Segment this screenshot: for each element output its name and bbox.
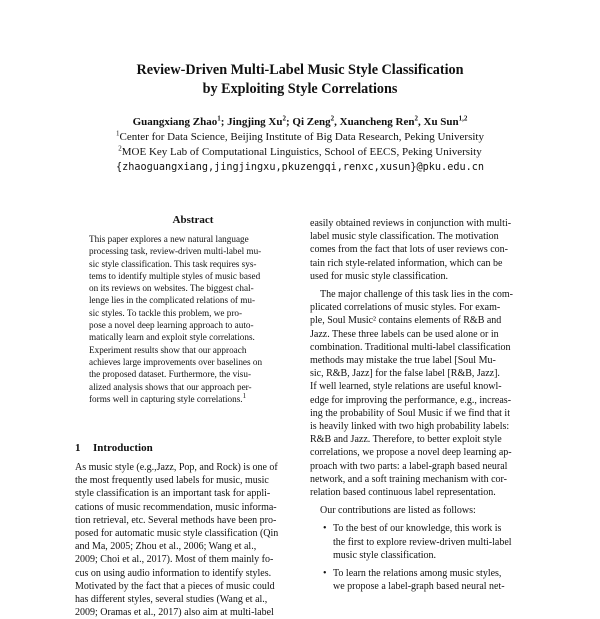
section-title: Introduction [93,442,153,454]
paragraph [310,217,535,283]
author-email: {zhaoguangxiang,jingjingxu,pkuzengqi,renxc,xusun}@pku.edu.cn [115,162,484,173]
body-line: Motivated by the fact that a pieces of music could [75,580,275,592]
author-name: Jingjing Xu [227,116,283,128]
abstract-line [89,393,291,405]
bullet-icon: • [323,523,327,535]
body-line: ple, Soul Music² contains elements of R&B and [310,315,502,327]
author-name: Xu Sun [423,116,459,128]
abstract-line: alized analysis shows that our approach per- [89,381,252,392]
body-line: cations of music recommendation, music informa- [75,501,277,513]
body-line: 2009; Choi et al., 2017). Most of them mainly fo- [75,554,274,566]
left-column-body [75,461,301,619]
affiliation-1 [60,130,540,145]
paragraph [310,288,535,499]
abstract-line: This paper explores a new natural language [89,234,249,244]
paper-title [60,61,540,99]
body-line: posed for automatic music style classification (Qin [75,528,279,540]
author-name: Qi Zeng [292,116,331,128]
body-line: easily obtained reviews in conjunction with multi- [310,218,512,229]
body-line: Our contributions are listed as follows: [320,505,476,517]
body-line: music style classification. [333,549,437,561]
body-line: the first to explore review-driven multi-label [333,536,512,548]
body-line: we propose a label-graph based neural net- [333,581,505,593]
body-line: plicated correlations of music styles. For exam- [310,302,501,314]
abstract-line: lenge lies in the complicated relations of mu- [89,295,256,306]
body-line: style classification is an important task for appli- [75,488,271,500]
body-line: has different styles, several studies (Wang et al., [75,594,268,606]
affiliation-text: MOE Key Lab of Computational Linguistics, School of EECS, Peking University [121,146,482,158]
body-line: is heavily linked with two high probability labels: [310,421,510,433]
body-line: The major challenge of this task lies in the com- [320,289,513,301]
affiliation-mark: 1 [116,129,120,138]
body-line: R&B and Jazz. Therefore, to better exploit style [310,434,502,446]
abstract-line: Experiment results show that our approach [89,344,247,355]
author-name: Guangxiang Zhao [132,116,218,128]
right-column-body [310,217,535,593]
bullet-icon: • [323,568,327,580]
affiliation-text: Center for Data Science, Beijing Institute of Big Data Research, Peking University [119,131,484,143]
body-line: the most frequently used labels for music, music [75,475,269,487]
author-affiliation-mark: 2 [330,114,335,123]
author-affiliation-mark: 2 [414,114,418,123]
body-line: cus on using audio information to identify styles. [75,567,272,579]
body-line: ing the probability of Soul Music if we find that it [310,407,510,419]
title-line-1: Review-Driven Multi-Label Music Style Classification [136,62,464,78]
body-line: methods may mistake the true label [Soul Mu- [310,355,496,367]
body-line: comes from the fact that lots of user reviews con- [310,244,508,256]
footnote-mark: 1 [242,391,247,400]
body-line: tion retrieval, etc. Several methods have been pro- [75,514,277,526]
section-number: 1 [75,442,81,454]
body-line: Jazz. These three labels can be used alone or in [310,328,499,340]
body-line: used for music style classification. [310,270,449,282]
abstract-line: achieves large improvements over baselines on [89,356,263,367]
abstract-line: sic style classification. This task requires sys- [89,258,257,269]
author-affiliation-mark: 1 [217,114,221,123]
body-line: proach with two parts: a label-graph based neural [310,460,508,472]
abstract-line: pose a novel deep learning approach to auto- [89,320,254,331]
author-affiliation-mark: 1,2 [458,114,468,123]
section-heading-introduction [75,442,153,454]
author-list [60,115,540,130]
body-line: edge for improving the performance, e.g., increas- [310,394,512,406]
body-line: correlations, we propose a novel deep learning ap- [310,447,512,459]
abstract-line: matically learn and exploit style correlations. [89,332,255,343]
body-line: To learn the relations among music styles, [333,568,502,580]
body-line: If well learned, style relations are useful knowl- [310,381,502,393]
body-line: combination. Traditional multi-label classification [310,341,511,353]
affiliation-2 [60,145,540,160]
abstract-line-text: forms well in capturing style correlations. [89,393,243,404]
body-line: and Ma, 2005; Zhou et al., 2006; Wang et al., [75,541,257,553]
abstract-line: processing task, review-driven multi-label mu- [89,246,262,257]
contribution-bullet-1 [310,522,535,562]
body-line: tain rich style-related information, which can be [310,257,503,269]
author-affiliation-mark: 2 [282,114,286,123]
contribution-bullet-2 [310,567,535,593]
author-separator: ; [220,116,228,128]
body-line: As music style (e.g.,Jazz, Pop, and Rock) is one of [75,462,278,473]
author-separator: ; [286,116,293,128]
abstract-line: the proposed dataset. Furthermore, the visu- [89,369,252,380]
body-line: To the best of our knowledge, this work is [333,523,502,535]
abstract-heading: Abstract [172,214,214,226]
body-line: label music style classification. The motivation [310,231,499,243]
author-separator: , [418,116,424,128]
author-block [60,115,540,175]
abstract-line: sic styles. To tackle this problem, we pro- [89,307,243,318]
title-line-2: by Exploiting Style Correlations [202,81,398,97]
author-separator: , [334,116,340,128]
author-name: Xuancheng Ren [339,116,415,128]
affiliation-mark: 2 [118,144,122,153]
body-line: relation based continuous label representation. [310,487,496,499]
body-line: network, and a soft training mechanism with cor- [310,473,507,485]
abstract-line: on its reviews on websites. The biggest chal- [89,283,254,294]
body-line: 2009; Oramas et al., 2017) also aim at multi-label [75,607,274,619]
body-line: sic, R&B, Jazz] for the false label [R&B, Jazz]. [310,368,500,380]
abstract-body [89,233,291,405]
abstract-line: tems to identify multiple styles of music based [89,270,261,281]
paragraph [310,504,535,517]
